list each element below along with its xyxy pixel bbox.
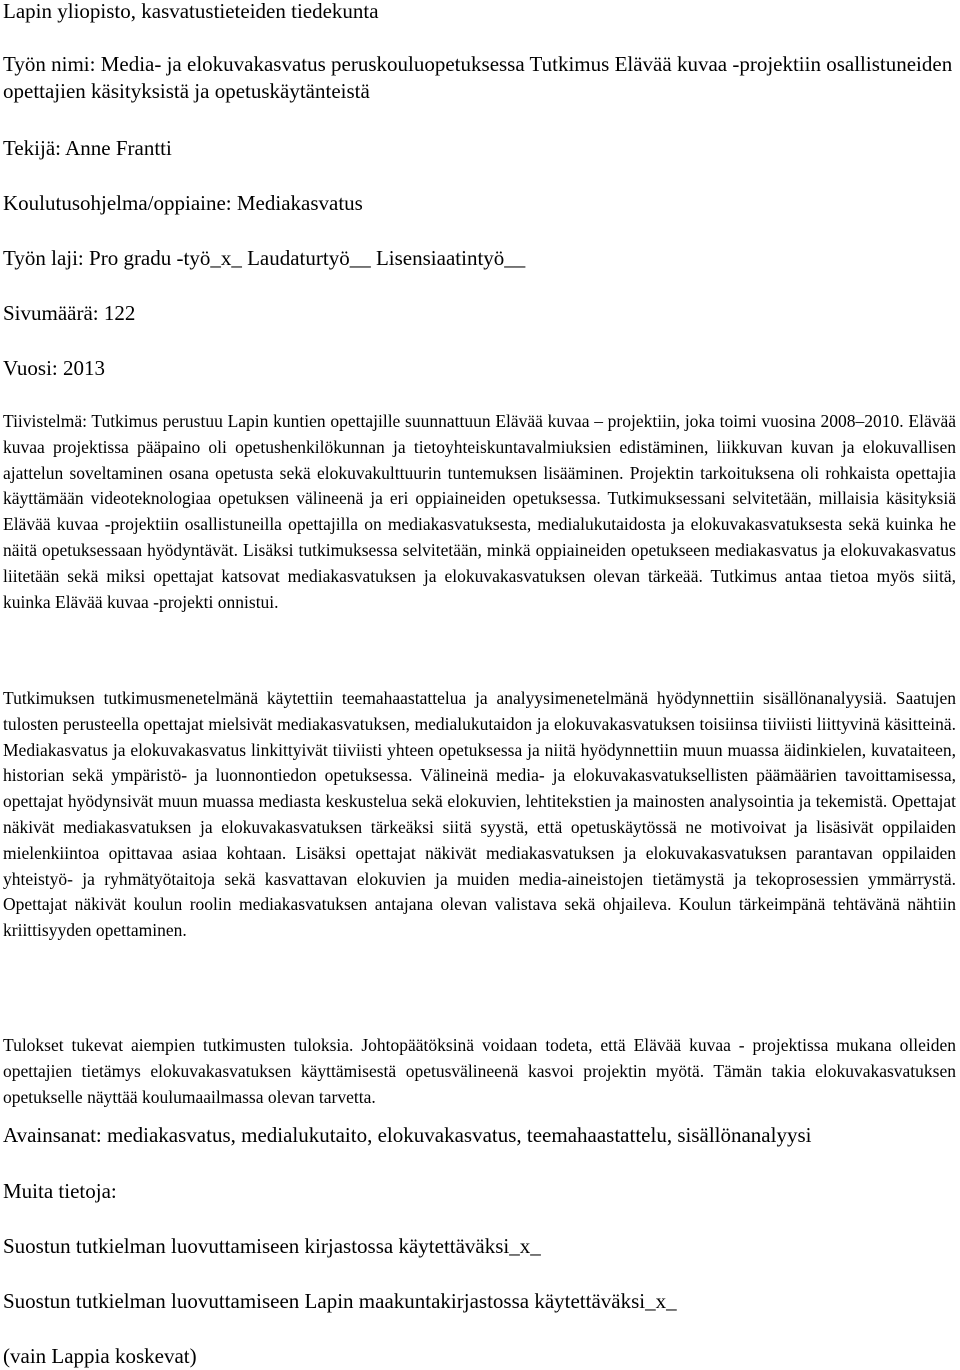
abstract-paragraph-3: Tulokset tukevat aiempien tutkimusten tuloksia. Johtopäätöksinä voidaan todeta, että Elävää kuvaa - projektissa mukana olleiden opettajien tietämys elokuvakasvatuksen käyttämisestä opetusvälineenä kasvoi projektin myötä. Tämän takia elokuvakasvatuksen opetukselle näyttää koulumaailmassa olevan tarvetta. xyxy=(3,1035,956,1107)
program-line: Koulutusohjelma/oppiaine: Mediakasvatus xyxy=(3,191,363,215)
year-line: Vuosi: 2013 xyxy=(3,356,105,380)
keywords-line: Avainsanat: mediakasvatus, medialukutaito, elokuvakasvatus, teemahaastattelu, sisällönanalyysi xyxy=(3,1123,812,1147)
thesis-title: Työn nimi: Media- ja elokuvakasvatus peruskouluopetuksessa Tutkimus Elävää kuvaa -projektiin osallistuneiden opettajien käsityksistä ja opetuskäytänteistä xyxy=(3,52,953,103)
page-count-line: Sivumäärä: 122 xyxy=(3,301,136,325)
regional-library-consent-line: Suostun tutkielman luovuttamiseen Lapin maakuntakirjastossa käytettäväksi_x_ xyxy=(3,1289,677,1313)
university-line: Lapin yliopisto, kasvatustieteiden tiedekunta xyxy=(3,0,379,23)
author-line: Tekijä: Anne Frantti xyxy=(3,136,172,160)
other-info-line: Muita tietoja: xyxy=(3,1179,117,1203)
abstract-paragraph-2: Tutkimuksen tutkimusmenetelmänä käytettiin teemahaastattelua ja analyysimenetelmänä hyödynnettiin sisällönanalyysiä. Saatujen tulosten perusteella opettajat mielsivät mediakasvatuksen, medialukutaidon ja elokuvakasvatuksen toisiinsa tiiviisti liittyvinä käsitteinä. Mediakasvatus ja elokuvakasvatus linkittyivät tiiviisti yhteen opetuksessa ja niitä hyödynnettiin muun muassa äidinkielen, kuvataiteen, historian sekä ympäristö- ja luonnontiedon opetuksessa. Välineinä media- ja elokuvakasvatuksellisten päämäärien tavoittamisessa, opettajat hyödynsivät muun muassa mediasta keskustelua sekä elokuvien, lehtitekstien ja mainosten analysointia ja tekemistä. Opettajat näkivät mediakasvatuksen ja elokuvakasvatuksen tärkeäksi siitä syystä, että opetuskäytössä ne motivoivat ja lisäsivät oppilaiden mielenkiintoa opittavaa asiaa kohtaan. Lisäksi opettajat näkivät mediakasvatuksen ja elokuvakasvatuksen parantavan oppilaiden yhteistyö- ja ryhmätyötaitoja sekä kasvattavan elokuvien ja muiden media-aineistojen tietämystä ja tekoprosessien ymmärrystä. Opettajat näkivät koulun roolin mediakasvatuksen antajana olevan valistava sekä ohjaileva. Koulun tärkeimpänä tehtävänä nähtiin kriittisyyden opettaminen. xyxy=(3,688,956,941)
lapland-note-line: (vain Lappia koskevat) xyxy=(3,1344,197,1368)
library-consent-line: Suostun tutkielman luovuttamiseen kirjastossa käytettäväksi_x_ xyxy=(3,1234,541,1258)
work-type-line: Työn laji: Pro gradu -työ_x_ Laudaturtyö__ Lisensiaatintyö__ xyxy=(3,246,526,270)
abstract-paragraph-1: Tiivistelmä: Tutkimus perustuu Lapin kuntien opettajille suunnattuun Elävää kuvaa – projektiin, joka toimi vuosina 2008–2010. Elävää kuvaa projektissa pääpaino oli opetushenkilökunnan ja tietoyhteiskuntavalmiuksien edistäminen, liikkuvan kuvan ja elokuvallisen ajattelun soveltaminen osana opetusta sekä elokuvakulttuurin tuntemuksen lisääminen. Projektin tarkoituksena oli rohkaista opettajia käyttämään videoteknologiaa opetuksen välineenä ja eri oppiaineiden opetuksessa. Tutkimuksessani selvitetään, millaisia käsityksiä Elävää kuvaa -projektiin osallistuneilla opettajilla on mediakasvatuksesta, medialukutaidosta ja elokuvakasvatuksesta sekä kuinka he näitä opetuksessaan hyödyntävät. Lisäksi tutkimuksessa selvitetään, minkä oppiaineiden opetukseen mediakasvatus ja elokuvakasvatus liitetään sekä miksi opettajat katsovat mediakasvatuksen ja elokuvakasvatuksen olevan tärkeää. Tutkimus antaa tietoa myös siitä, kuinka Elävää kuvaa -projekti onnistui. xyxy=(3,411,956,612)
